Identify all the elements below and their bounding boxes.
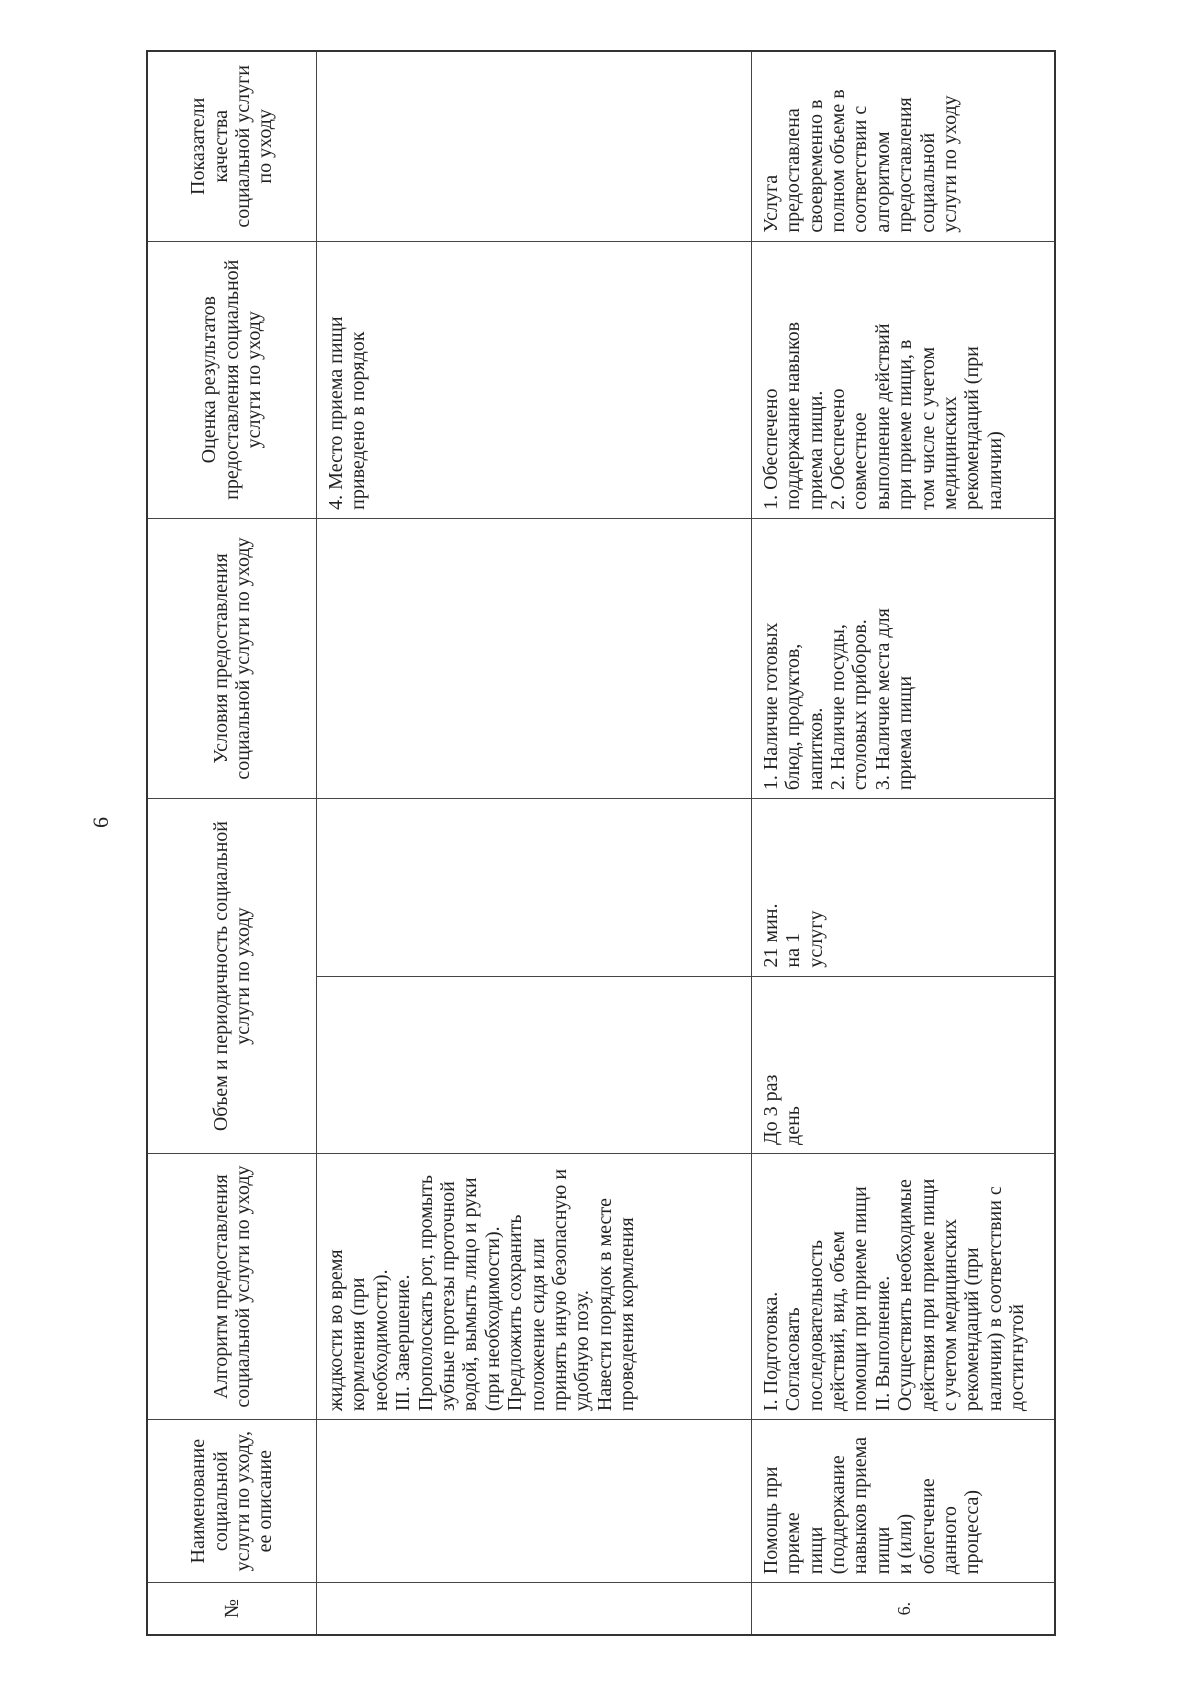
service-name-line: навыков приема пищи bbox=[849, 1436, 894, 1575]
service-name-line: данного процесса) bbox=[938, 1489, 984, 1575]
page-number: 6 bbox=[88, 817, 113, 828]
algorithm-line: проведения кормления bbox=[616, 1217, 639, 1412]
conditions-line: блюд, продуктов, bbox=[782, 643, 805, 791]
duration-line: 21 мин. bbox=[759, 903, 782, 968]
evaluation-line: 1. Обеспечено bbox=[759, 388, 782, 510]
quality-line: соответствии с bbox=[849, 105, 872, 233]
table-row-service-6 bbox=[751, 51, 1055, 1635]
header-name-description: Наименование социальной услуги по уходу, ее описание bbox=[147, 1420, 317, 1583]
algorithm-line: водой, вымыть лицо и руки bbox=[459, 1177, 482, 1412]
evaluation-line: медицинских bbox=[938, 396, 961, 510]
algorithm-line: III. Завершение. bbox=[392, 1274, 415, 1412]
header-evaluation: Оценка результатов предоставления социальной услуги по уходу bbox=[147, 241, 317, 518]
row-2-quality bbox=[751, 51, 1055, 241]
evaluation-line: при приеме пищи, в bbox=[894, 339, 917, 510]
row-1-volume-frequency bbox=[317, 976, 752, 1153]
algorithm-line: зубные протезы проточной bbox=[436, 1181, 459, 1412]
conditions-line: 1. Наличие готовых bbox=[759, 622, 782, 791]
service-name-line: Помощь при приеме bbox=[759, 1466, 805, 1575]
algorithm-line: жидкости во время bbox=[325, 1249, 347, 1412]
algorithm-line: достигнутой bbox=[1006, 1304, 1029, 1412]
conditions-line: 3. Наличие места для bbox=[871, 608, 894, 791]
algorithm-line: удобную позу. bbox=[571, 1290, 594, 1412]
algorithm-line: с учетом медицинских bbox=[938, 1218, 961, 1412]
quality-line: услуги по уходу bbox=[938, 95, 961, 233]
algorithm-line: положение сидя или bbox=[526, 1238, 549, 1412]
evaluation-line: приведено в порядок bbox=[347, 331, 370, 510]
row-2-evaluation bbox=[751, 241, 1055, 518]
evaluation-line: поддержание навыков bbox=[782, 321, 805, 510]
row-1-quality bbox=[317, 51, 752, 241]
quality-line: социальной bbox=[916, 132, 939, 233]
service-name-line: и (или) облегчение bbox=[894, 1478, 939, 1575]
algorithm-line: I. Подготовка. bbox=[759, 1291, 782, 1412]
algorithm-line: необходимости). bbox=[369, 1269, 392, 1412]
frequency-line: До 3 раз bbox=[759, 1074, 782, 1145]
quality-line: предоставлена bbox=[782, 108, 805, 233]
algorithm-line: Предложить сохранить bbox=[504, 1214, 527, 1412]
row-1-volume-duration bbox=[317, 799, 752, 976]
frequency-line: день bbox=[782, 1106, 805, 1145]
evaluation-line: том числе с учетом bbox=[916, 347, 939, 510]
row-2-volume-frequency bbox=[751, 976, 1055, 1153]
header-algorithm: Алгоритм предоставления социальной услуги по уходу bbox=[147, 1153, 317, 1419]
duration-line: на 1 bbox=[782, 932, 805, 968]
header-quality: Показатели качества социальной услуги по уходу bbox=[147, 51, 317, 241]
row-1-algorithm bbox=[317, 1153, 752, 1419]
quality-line: полном объеме в bbox=[827, 89, 850, 233]
conditions-line: 2. Наличие посуды, bbox=[827, 624, 850, 791]
evaluation-line: выполнение действий bbox=[871, 323, 894, 510]
header-number: № bbox=[147, 1583, 317, 1635]
row-2-volume-duration bbox=[751, 799, 1055, 976]
row-1-number bbox=[317, 1583, 752, 1635]
quality-line: алгоритмом bbox=[871, 131, 894, 233]
duration-line: услугу bbox=[804, 910, 827, 968]
algorithm-line: последовательность bbox=[804, 1240, 827, 1412]
evaluation-line: 2. Обеспечено bbox=[827, 388, 850, 510]
algorithm-line: II. Выполнение. bbox=[871, 1275, 894, 1412]
conditions-line: напитков. bbox=[804, 707, 827, 791]
quality-line: своевременно в bbox=[804, 99, 827, 233]
quality-line: предоставления bbox=[894, 97, 917, 233]
algorithm-line: Осуществить необходимые bbox=[894, 1179, 917, 1412]
row-2-number: 6. bbox=[751, 1583, 1055, 1635]
row-2-conditions bbox=[751, 518, 1055, 798]
evaluation-line: 4. Место приема пищи bbox=[325, 316, 347, 510]
algorithm-line: рекомендаций (при bbox=[961, 1247, 984, 1412]
header-conditions: Условия предоставления социальной услуги по уходу bbox=[147, 518, 317, 798]
row-1-conditions bbox=[317, 518, 752, 798]
table-row-continuation bbox=[317, 51, 752, 1635]
algorithm-line: действия при приеме пищи bbox=[916, 1178, 939, 1412]
conditions-line: приема пищи bbox=[894, 675, 917, 791]
table-header-row bbox=[147, 51, 317, 1635]
algorithm-line: (при необходимости). bbox=[481, 1226, 504, 1412]
algorithm-line: помощи при приеме пищи bbox=[849, 1186, 872, 1412]
algorithm-line: Навести порядок в месте bbox=[593, 1197, 616, 1412]
algorithm-line: Прополоскать рот, промыть bbox=[414, 1174, 437, 1412]
algorithm-line: наличии) в соответствии с bbox=[983, 1186, 1006, 1412]
algorithm-line: Согласовать bbox=[782, 1307, 805, 1412]
quality-line: Услуга bbox=[759, 174, 782, 233]
social-services-table bbox=[146, 50, 1056, 1636]
evaluation-line: рекомендаций (при bbox=[961, 346, 984, 510]
evaluation-line: совместное bbox=[849, 412, 872, 510]
row-1-evaluation bbox=[317, 241, 752, 518]
evaluation-line: приема пищи. bbox=[804, 390, 827, 510]
row-1-name bbox=[317, 1420, 752, 1583]
row-2-name bbox=[751, 1420, 1055, 1583]
service-name-line: пищи (поддержание bbox=[804, 1455, 850, 1575]
conditions-line: столовых приборов. bbox=[849, 619, 872, 791]
algorithm-line: принять иную безопасную и bbox=[548, 1168, 571, 1412]
document-table-shell bbox=[146, 50, 1056, 1636]
evaluation-line: наличии) bbox=[983, 431, 1006, 510]
row-2-algorithm bbox=[751, 1153, 1055, 1419]
algorithm-line: действий, вид, объем bbox=[827, 1230, 850, 1412]
algorithm-line: кормления (при bbox=[347, 1277, 370, 1412]
header-volume-frequency: Объем и периодичность социальной услуги по уходу bbox=[147, 799, 317, 1154]
